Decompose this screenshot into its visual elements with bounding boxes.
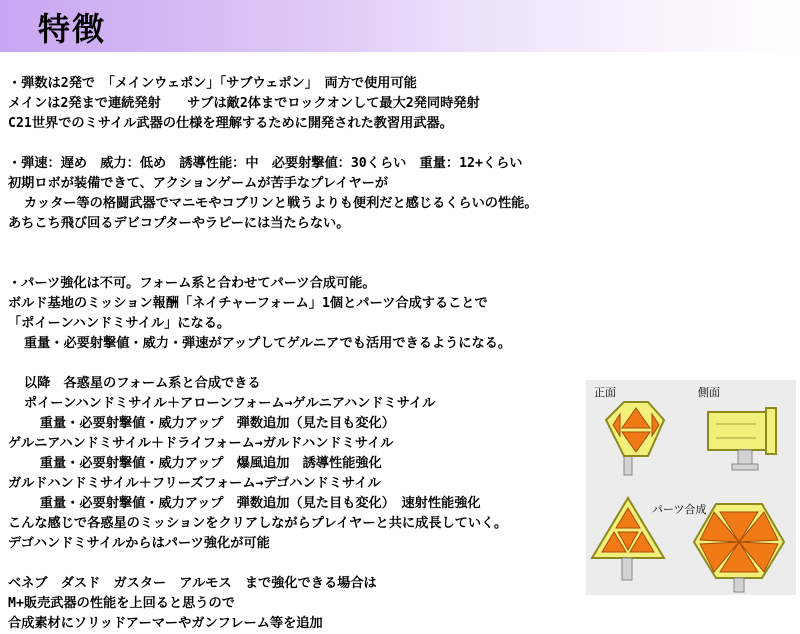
text-line (8, 354, 598, 374)
side-view-label: 側面 (698, 387, 720, 399)
text-line: ・弾数は2発で 「メインウェポン」「サブウェポン」 両方で使用可能 (8, 76, 417, 91)
text-line: 重量・必要射撃値・威力アップ 弾数追加（見た目も変化） 速射性能強化 (8, 496, 481, 511)
text-line: ・弾速：遅め 威力：低め 誘導性能：中 必要射撃値：30くらい 重量：12+くらい (8, 156, 523, 171)
text-line: 合成素材にソリッドアーマーやガンフレーム等を追加 (8, 616, 323, 631)
text-line: カッター等の格闘武器でマニモやコブリンと戦うよりも便利だと感じるくらいの性能。 (8, 196, 538, 211)
front-view-label: 正面 (594, 387, 616, 399)
text-line: C21世界でのミサイル武器の仕様を理解するために開発された教習用武器。 (8, 116, 453, 131)
text-line: ガルドハンドミサイル＋フリーズフォーム→デゴハンドミサイル (8, 476, 381, 491)
page-title: 特徴 (38, 10, 107, 48)
side-view-launcher (708, 408, 776, 470)
combine-label: パーツ合成 (652, 504, 707, 516)
text-line: デゴハンドミサイルからはパーツ強化が可能 (8, 536, 270, 551)
text-line: あちこち飛び回るデビコプターやラピーには当たらない。 (8, 216, 350, 231)
missile-figure-panel (586, 380, 796, 595)
missile-illustration (586, 380, 796, 595)
text-line: 以降 各惑星のフォーム系と合成できる (8, 376, 261, 391)
description-text (8, 74, 598, 634)
text-line: 初期ロボが装備できて、アクションゲームが苦手なプレイヤーが (8, 176, 389, 191)
text-line: ・パーツ強化は不可。フォーム系と合わせてパーツ合成可能。 (8, 276, 376, 291)
text-line: 「ポイーンハンドミサイル」になる。 (8, 316, 231, 331)
text-line: ベネブ ダスド ガスター アルモス まで強化できる場合は (8, 576, 377, 591)
text-line: こんな感じで各惑星のミッションをクリアしながらプレイヤーと共に成長していく。 (8, 516, 508, 531)
text-line (8, 234, 598, 254)
front-view-launcher (606, 402, 664, 475)
combined-hexagon-launcher (694, 504, 784, 592)
text-line: 重量・必要射撃値・威力・弾速がアップしてゲルニアでも活用できるようになる。 (8, 336, 512, 351)
text-line: メインは2発まで連続発射 サブは敵2体までロックオンして最大2発同時発射 (8, 96, 480, 111)
text-line: M+販売武器の性能を上回ると思うので (8, 596, 235, 611)
text-line: 重量・必要射撃値・威力アップ 弾数追加（見た目も変化） (8, 416, 395, 431)
text-line (8, 134, 598, 154)
header-bar (0, 0, 800, 52)
text-line: ゲルニアハンドミサイル＋ドライフォーム→ガルドハンドミサイル (8, 436, 394, 451)
text-line (8, 554, 598, 574)
text-line: 重量・必要射撃値・威力アップ 爆風追加 誘導性能強化 (8, 456, 382, 471)
text-line: ボルド基地のミッション報酬「ネイチャーフォーム」1個とパーツ合成することで (8, 296, 488, 311)
combined-triangle-launcher (592, 498, 664, 580)
text-line: ポイーンハンドミサイル＋アローンフォーム→ゲルニアハンドミサイル (8, 396, 436, 411)
text-line (8, 254, 598, 274)
